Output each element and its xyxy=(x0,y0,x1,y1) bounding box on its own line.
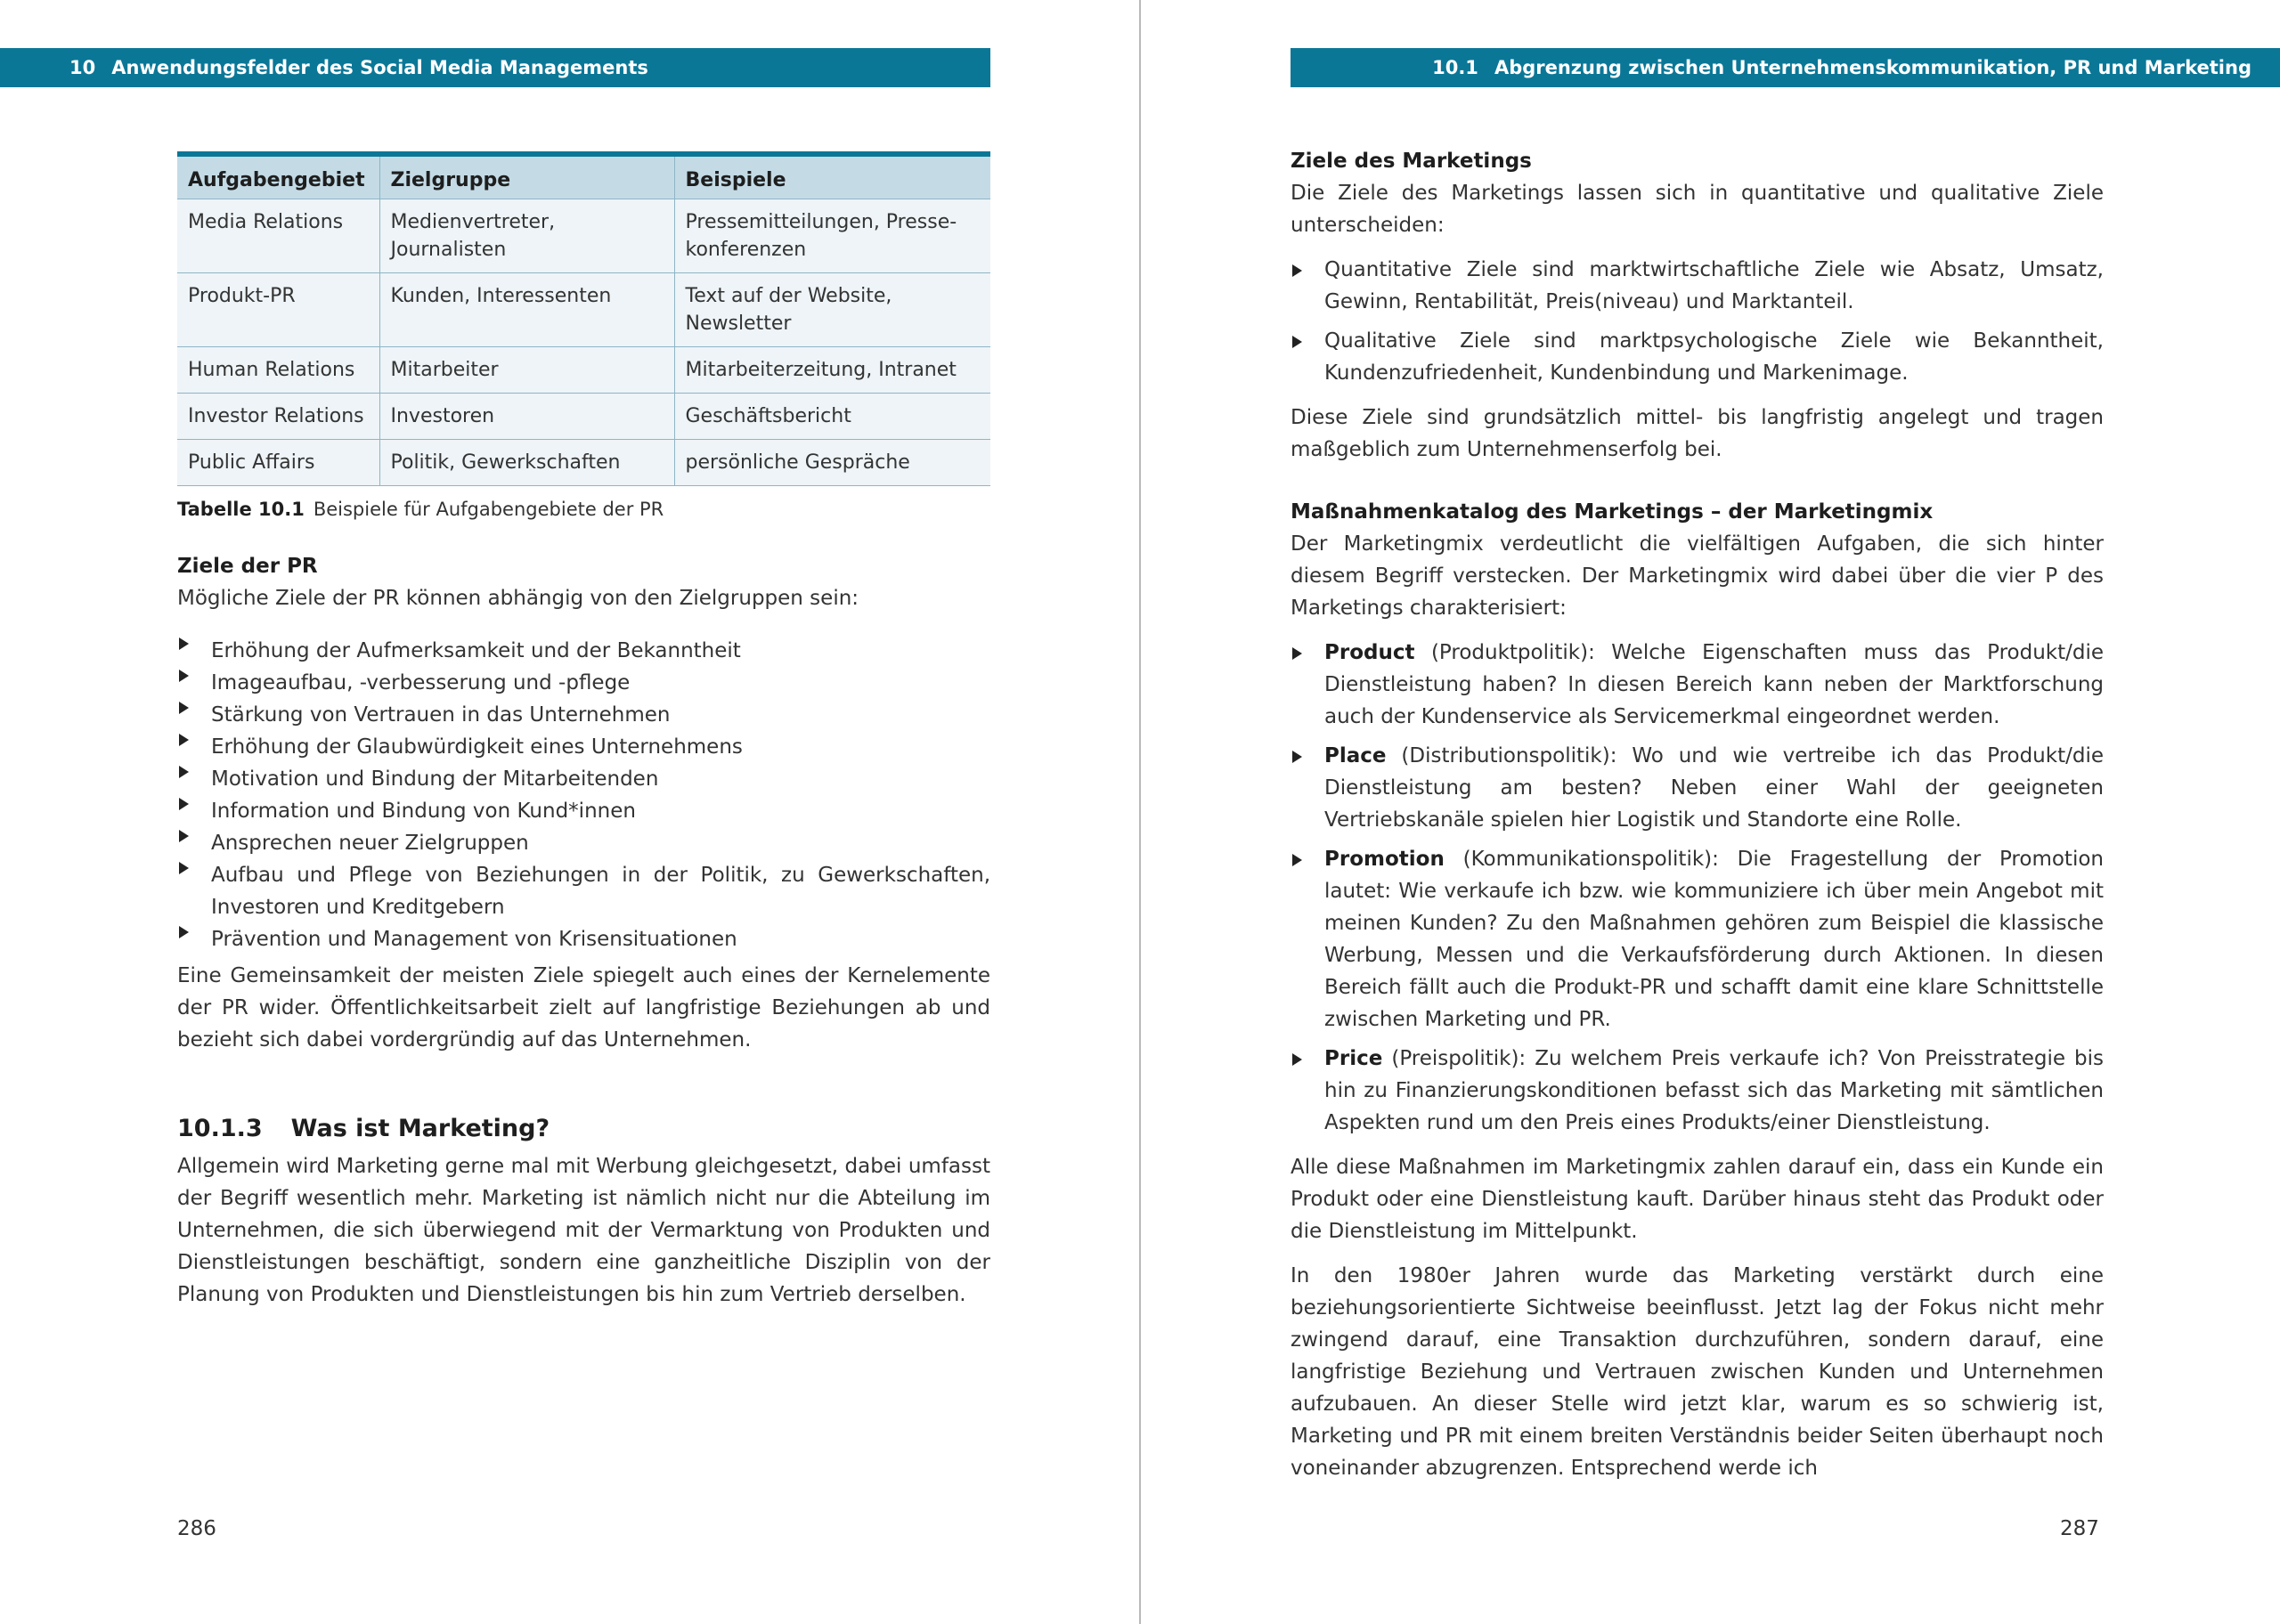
list-item xyxy=(1291,637,2104,733)
list-item-text: Ansprechen neuer Zielgruppen xyxy=(211,832,529,855)
bullet-triangle-icon xyxy=(179,926,189,938)
ziele-marketing-heading: Ziele des Marketings xyxy=(1291,150,1532,173)
ziele-pr-heading: Ziele der PR xyxy=(177,555,318,578)
table-row xyxy=(177,199,990,273)
table-header-row xyxy=(177,154,990,199)
ziele-pr-list xyxy=(177,627,990,955)
marketingmix-heading: Maßnahmenkatalog des Marketings – der Marketingmix xyxy=(1291,500,1934,524)
table-cell: Kunden, Interessenten xyxy=(379,273,674,347)
list-item-text: Stärkung von Vertrauen in das Unternehmen xyxy=(211,703,671,727)
marketingmix-list xyxy=(1291,637,2104,1139)
table-cell: Pressemitteilungen, Presse- konferenzen xyxy=(674,199,990,273)
bullet-triangle-icon xyxy=(179,830,189,842)
bullet-triangle-icon xyxy=(1292,854,1302,866)
table-cell: Produkt-PR xyxy=(177,273,379,347)
table-cell: Mitarbeiter xyxy=(379,347,674,394)
list-item-text: Information und Bindung von Kund*innen xyxy=(211,800,636,823)
bullet-triangle-icon xyxy=(1292,751,1302,763)
ziele-marketing-intro: Die Ziele des Marketings lassen sich in quantitative und qualitative Ziele unterscheiden: xyxy=(1291,182,2104,237)
table-caption xyxy=(177,499,990,520)
ziele-pr-outro: Eine Gemeinsamkeit der meisten Ziele spiegelt auch eines der Kernelemente der PR wider. Öffentlichkeitsarbeit zielt auf langfristige Beziehungen ab und bezieht sich dabei vordergründig auf das Unternehmen. xyxy=(177,964,990,1052)
caption-label: Tabelle 10.1 xyxy=(177,499,305,520)
table-cell: Public Affairs xyxy=(177,440,379,486)
bullet-triangle-icon xyxy=(1292,1053,1302,1066)
bullet-triangle-icon xyxy=(179,702,189,714)
table-cell: Geschäftsbericht xyxy=(674,394,990,440)
table-row xyxy=(177,347,990,394)
right-content xyxy=(1291,145,2104,1484)
list-item-term: Promotion xyxy=(1324,848,1445,871)
table-row xyxy=(177,273,990,347)
marketingmix-para2: In den 1980er Jahren wurde das Marketing verstärkt durch eine beziehungsorientierte Sichtweise beeinflusst. Jetzt lag der Fokus nicht mehr zwingend darauf, eine Transaktion durchzuführen, sondern darauf, eine langfristige Beziehung und Vertrauen zwischen Kunden und Unternehmen aufzubauen. An dieser Stelle wird jetzt klar, warum es so schwierig ist, Marketing und PR mit einem breiten Verständnis beider Seiten überhaupt noch voneinander abzugrenzen. Entsprechend werde ich xyxy=(1291,1264,2104,1480)
section-body: Allgemein wird Marketing gerne mal mit Werbung gleichgesetzt, dabei umfasst der Begriff wesentlich mehr. Marketing ist nämlich nicht nur die Abteilung im Unternehmen, die sich überwiegend mit der Vermarktung von Produkten und Dienstleistungen beschäftigt, sondern eine ganzheitliche Disziplin von der Planung von Produkten und Dienstleistungen bis hin zum Vertrieb derselben. xyxy=(177,1155,990,1306)
bullet-triangle-icon xyxy=(179,862,189,874)
list-item-text: (Produktpolitik): Welche Eigenschaften muss das Produkt/die Dienstleistung haben? In diesen Bereich kann neben der Marktforschung auch der Kundenservice als Servicemerkmal eingeordnet werden. xyxy=(1324,641,2104,728)
list-item-term: Price xyxy=(1324,1047,1383,1070)
list-item-text: Motivation und Bindung der Mitarbeitenden xyxy=(211,767,659,791)
marketingmix-para1: Alle diese Maßnahmen im Marketingmix zahlen darauf ein, dass ein Kunde ein Produkt oder eine Dienstleistung kauft. Darüber hinaus steht das Produkt oder die Dienstleistung im Mittelpunkt. xyxy=(1291,1156,2104,1243)
bullet-triangle-icon xyxy=(1292,264,1302,277)
list-item xyxy=(1291,740,2104,836)
ziele-marketing-list xyxy=(1291,254,2104,389)
section-title: Was ist Marketing? xyxy=(290,1115,550,1142)
list-item xyxy=(1291,843,2104,1035)
list-item-text: Prävention und Management von Krisensituationen xyxy=(211,928,737,951)
table-cell: persönliche Gespräche xyxy=(674,440,990,486)
table-header-cell: Beispiele xyxy=(674,154,990,199)
table-cell: Text auf der Website, Newsletter xyxy=(674,273,990,347)
list-item-text: Imageaufbau, -verbesserung und -pflege xyxy=(211,671,631,694)
table-cell: Investoren xyxy=(379,394,674,440)
page-number-left: 286 xyxy=(177,1517,216,1540)
list-item xyxy=(177,851,990,923)
list-item-text: Erhöhung der Aufmerksamkeit und der Bekanntheit xyxy=(211,639,741,662)
list-item-term: Place xyxy=(1324,744,1387,767)
list-item-text: (Kommunikationspolitik): Die Fragestellung der Promotion lautet: Wie verkaufe ich bzw. wie kommuniziere ich über mein Angebot mit meinen Kunden? Zu den Maßnahmen gehören zum Beispiel die klassische Werbung, Messen und die Verkaufsförderung durch Aktionen. In diesen Bereich fällt auch die Produkt-PR und schafft damit eine klare Schnittstelle zwischen Marketing und PR. xyxy=(1324,848,2104,1031)
section-number: 10.1.3 xyxy=(177,1115,263,1142)
list-item xyxy=(1291,325,2104,389)
bullet-triangle-icon xyxy=(179,734,189,746)
marketingmix-intro: Der Marketingmix verdeutlicht die vielfältigen Aufgaben, die sich hinter diesem Begriff verstecken. Der Marketingmix wird dabei über die vier P des Marketings charakterisiert: xyxy=(1291,532,2104,620)
running-header-left xyxy=(0,48,990,87)
list-item-term: Product xyxy=(1324,641,1415,664)
bullet-triangle-icon xyxy=(179,637,189,650)
bullet-triangle-icon xyxy=(1292,647,1302,660)
caption-text: Beispiele für Aufgabengebiete der PR xyxy=(313,499,664,520)
bullet-triangle-icon xyxy=(1292,336,1302,348)
table-cell: Media Relations xyxy=(177,199,379,273)
ziele-marketing-outro: Diese Ziele sind grundsätzlich mittel- bis langfristig angelegt und tragen maßgeblich zum Unternehmenserfolg bei. xyxy=(1291,406,2104,461)
table-row xyxy=(177,394,990,440)
section-heading xyxy=(177,1111,990,1147)
chapter-title: Anwendungsfelder des Social Media Managements xyxy=(111,57,648,78)
table-header-cell: Zielgruppe xyxy=(379,154,674,199)
table-row xyxy=(177,440,990,486)
page-number-right: 287 xyxy=(2060,1517,2099,1540)
pr-task-table xyxy=(177,151,990,486)
list-item-text: (Preispolitik): Zu welchem Preis verkaufe ich? Von Preisstrategie bis hin zu Finanzierungskonditionen befasst sich das Marketing mit sämtlichen Aspekten rund um den Preis eines Produkts/einer Dienstleistung. xyxy=(1324,1047,2104,1134)
bullet-triangle-icon xyxy=(179,670,189,682)
list-item xyxy=(1291,254,2104,318)
left-page xyxy=(0,0,1139,1624)
right-page xyxy=(1141,0,2280,1624)
running-header-right xyxy=(1291,48,2280,87)
table-cell: Human Relations xyxy=(177,347,379,394)
chapter-number: 10 xyxy=(69,57,96,78)
list-item-text: Aufbau und Pflege von Beziehungen in der Politik, zu Gewerkschaften, Investoren und Kreditgebern xyxy=(211,864,990,919)
table-cell: Politik, Gewerkschaften xyxy=(379,440,674,486)
bullet-triangle-icon xyxy=(179,798,189,810)
bullet-triangle-icon xyxy=(179,766,189,778)
list-item xyxy=(1291,1043,2104,1139)
list-item-text: Erhöhung der Glaubwürdigkeit eines Unternehmens xyxy=(211,735,743,759)
list-item-text: Qualitative Ziele sind marktpsychologische Ziele wie Bekanntheit, Kundenzufriedenheit, Kundenbindung und Markenimage. xyxy=(1324,329,2104,385)
table-cell: Medienvertreter, Journalisten xyxy=(379,199,674,273)
ziele-pr-intro: Mögliche Ziele der PR können abhängig von den Zielgruppen sein: xyxy=(177,587,859,610)
table-cell: Mitarbeiterzeitung, Intranet xyxy=(674,347,990,394)
section-number-header: 10.1 xyxy=(1432,57,1478,78)
table-header-cell: Aufgabengebiet xyxy=(177,154,379,199)
list-item-text: (Distributionspolitik): Wo und wie vertreibe ich das Produkt/die Dienstleistung am besten? Neben einer Wahl der geeigneten Vertriebskanäle spielen hier Logistik und Standorte eine Rolle. xyxy=(1324,744,2104,832)
list-item xyxy=(177,915,990,955)
left-content xyxy=(177,151,990,1311)
table-cell: Investor Relations xyxy=(177,394,379,440)
section-title-header: Abgrenzung zwischen Unternehmenskommunikation, PR und Marketing xyxy=(1494,57,2252,78)
list-item-text: Quantitative Ziele sind marktwirtschaftliche Ziele wie Absatz, Umsatz, Gewinn, Rentabilität, Preis(niveau) und Marktanteil. xyxy=(1324,258,2104,313)
